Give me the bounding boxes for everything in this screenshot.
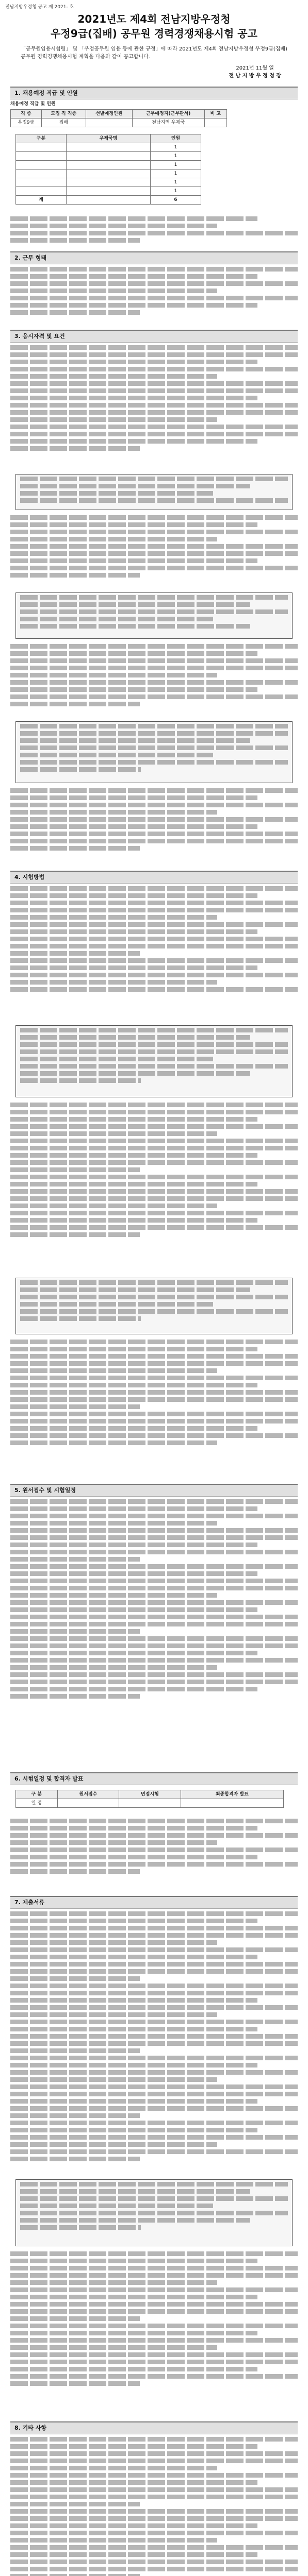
- section-3-body-4: [10, 788, 298, 853]
- area-cell: [67, 187, 151, 196]
- section-4-body: [10, 886, 298, 994]
- section-8-body: [10, 2437, 298, 2576]
- recruit-table-block: [10, 101, 298, 127]
- section-4-body-2: [10, 1103, 298, 1240]
- recruit-table: [10, 109, 227, 127]
- recruit-table-caption: 채용예정 직급 및 인원: [10, 101, 56, 107]
- exam-method-box: [15, 1025, 293, 1097]
- area-header: 우체국명: [67, 134, 151, 143]
- area-cell: [67, 178, 151, 187]
- section-5-body: [10, 1499, 298, 1701]
- area-table-block: [10, 134, 298, 205]
- section-1-title: 1. 채용예정 직급 및 인원: [10, 87, 298, 99]
- section-4-body-3: [10, 1340, 298, 1448]
- area-cell: [16, 178, 67, 187]
- area-cell: [16, 187, 67, 196]
- area-cell: [67, 170, 151, 178]
- section-2-title: 2. 근무 형태: [10, 251, 298, 264]
- qualification-box: [15, 474, 293, 510]
- area-cell: 1: [150, 170, 201, 178]
- schedule-cell: [57, 1799, 119, 1808]
- section-6-title: 6. 시험일정 및 합격자 발표: [10, 1772, 298, 1785]
- recruit-header: 모집 직 직종: [41, 110, 86, 118]
- recruit-cell: 전남지역 우체국: [132, 118, 204, 127]
- recruit-cell: [204, 118, 226, 127]
- area-total-value: 6: [150, 196, 201, 205]
- recruit-cell: 집배: [41, 118, 86, 127]
- schedule-table: [15, 1790, 284, 1808]
- table-row: [16, 196, 201, 205]
- schedule-header: 면접시험: [119, 1790, 181, 1799]
- schedule-header: 구 분: [16, 1790, 58, 1799]
- recruit-header: 직 종: [11, 110, 42, 118]
- area-cell: 1: [150, 178, 201, 187]
- section-1-notes: [10, 216, 298, 245]
- area-cell: [16, 152, 67, 161]
- intro-text: 「공무원임용시험령」 및 「우정공무원 임용 등에 관한 규정」에 따라 2021년도 제4회 전남지방우정청 우정9급(집배) 공무원 경력경쟁채용시험 계획을 다음과 같이 공고합니다.: [21, 46, 288, 60]
- qualification-box-3: [15, 721, 293, 783]
- section-3-title: 3. 응시자격 및 요건: [10, 330, 298, 343]
- exam-method-box-2: [15, 1278, 293, 1334]
- area-cell: [16, 143, 67, 152]
- table-row: [16, 161, 201, 170]
- section-4-title: 4. 시험방법: [10, 871, 298, 884]
- section-7-body-2: [10, 2251, 298, 2388]
- table-row: [16, 187, 201, 196]
- recruit-cell: 우정9급: [11, 118, 42, 127]
- section-3-body: [10, 345, 298, 453]
- table-row: [16, 170, 201, 178]
- table-row: [11, 118, 227, 127]
- area-cell: [16, 161, 67, 170]
- section-6-body: [10, 1819, 298, 1876]
- recruit-header: 근무예정지(근무관서): [132, 110, 204, 118]
- section-3-body-3: [10, 644, 298, 709]
- area-cell: [67, 143, 151, 152]
- table-row: [16, 1799, 284, 1808]
- recruit-header: 선발예정인원: [86, 110, 132, 118]
- documents-box: [15, 2179, 293, 2246]
- schedule-cell: [119, 1799, 181, 1808]
- area-header: 인원: [150, 134, 201, 143]
- recruit-header: 비 고: [204, 110, 226, 118]
- notice-title: [10, 12, 298, 40]
- section-3-body-2: [10, 515, 298, 580]
- area-total-label: 계: [16, 196, 67, 205]
- area-table: [15, 134, 201, 205]
- section-2-body: [10, 267, 298, 317]
- schedule-header: 원서접수: [57, 1790, 119, 1799]
- schedule-table-block: [10, 1790, 298, 1808]
- section-8-title: 8. 기타 사항: [10, 2421, 298, 2434]
- area-cell: 1: [150, 187, 201, 196]
- notice-issuer: 전 남 지 방 우 정 청 장: [229, 73, 281, 79]
- section-7-body: [10, 1911, 298, 2164]
- notice-date-issuer: [229, 64, 281, 80]
- title-line-2: 우정9급(집배) 공무원 경력경쟁채용시험 공고: [51, 27, 257, 40]
- table-row: [16, 143, 201, 152]
- area-cell: [67, 161, 151, 170]
- notice-number: 전남지방우정청 공고 제 2021- 호: [5, 5, 74, 10]
- area-cell: [16, 170, 67, 178]
- table-row: [16, 178, 201, 187]
- area-cell: 1: [150, 143, 201, 152]
- section-5-title: 5. 원서접수 및 시험일정: [10, 1484, 298, 1497]
- area-cell: 1: [150, 152, 201, 161]
- qualification-box-2: [15, 592, 293, 639]
- recruit-cell: [86, 118, 132, 127]
- schedule-cell: 일 정: [16, 1799, 58, 1808]
- area-header: 구분: [16, 134, 67, 143]
- title-line-1: 2021년도 제4회 전남지방우정청: [77, 13, 231, 25]
- notice-date: 2021년 11월 일: [236, 65, 274, 71]
- table-row: [16, 152, 201, 161]
- schedule-header: 최종합격자 발표: [181, 1790, 283, 1799]
- area-cell: [67, 152, 151, 161]
- section-7-title: 7. 제출서류: [10, 1896, 298, 1909]
- schedule-cell: [181, 1799, 283, 1808]
- area-cell: 1: [150, 161, 201, 170]
